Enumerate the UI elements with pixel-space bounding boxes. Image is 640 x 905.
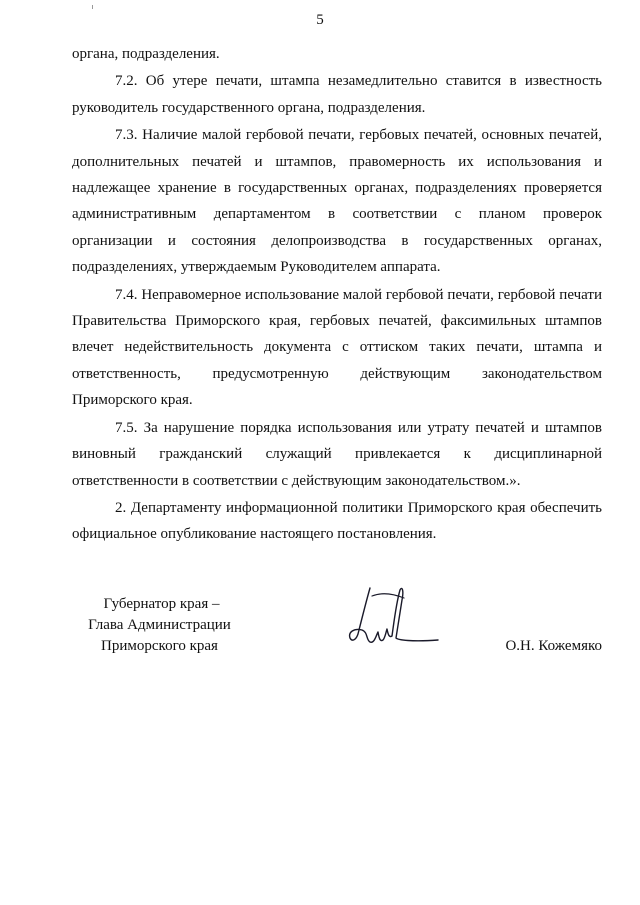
document-body [72, 41, 602, 548]
paragraph-2: 2. Департаменту информационной политики Приморского края обеспечить официальное опубликование настоящего постановления. [72, 499, 602, 543]
signatory-title-line-1: Губернатор края – [103, 596, 220, 612]
signatory-name: О.Н. Кожемяко [505, 638, 602, 654]
signatory-title-line-2: Глава Администрации [88, 617, 231, 633]
signatory-title [72, 594, 247, 657]
paragraph-continuation: органа, подразделения. [72, 46, 220, 62]
paragraph-7-5: 7.5. За нарушение порядка использования или утрату печатей и штампов виновный гражданский служащий привлекается к дисциплинарной ответственности в соответствии с действующим законодательством.». [72, 419, 602, 489]
paragraph-7-2: 7.2. Об утере печати, штампа незамедлительно ставится в известность руководитель государственного органа, подразделения. [72, 73, 602, 116]
paragraph-7-4: 7.4. Неправомерное использование малой гербовой печати, гербовой печати Правительства Приморского края, гербовых печатей, факсимильных штампов влечет недействительность документа с оттиском таких печати, штампа и ответственность, предусмотренную действующим законодательством Приморского края. [72, 286, 602, 409]
handwritten-signature [342, 582, 442, 662]
page-number: 5 [316, 12, 324, 28]
signatory-title-line-3: Приморского края [101, 638, 218, 654]
paragraph-7-3: 7.3. Наличие малой гербовой печати, гербовых печатей, основных печатей, дополнительных печатей и штампов, правомерность их использования и надлежащее хранение в государственных органах, подразделениях проверяется административным департаментом в соответствии с планом проверок организации и состояния делопроизводства в государственных органах, подразделениях, утверждаемым Руководителем аппарата. [72, 127, 602, 276]
scan-mark [92, 5, 93, 9]
